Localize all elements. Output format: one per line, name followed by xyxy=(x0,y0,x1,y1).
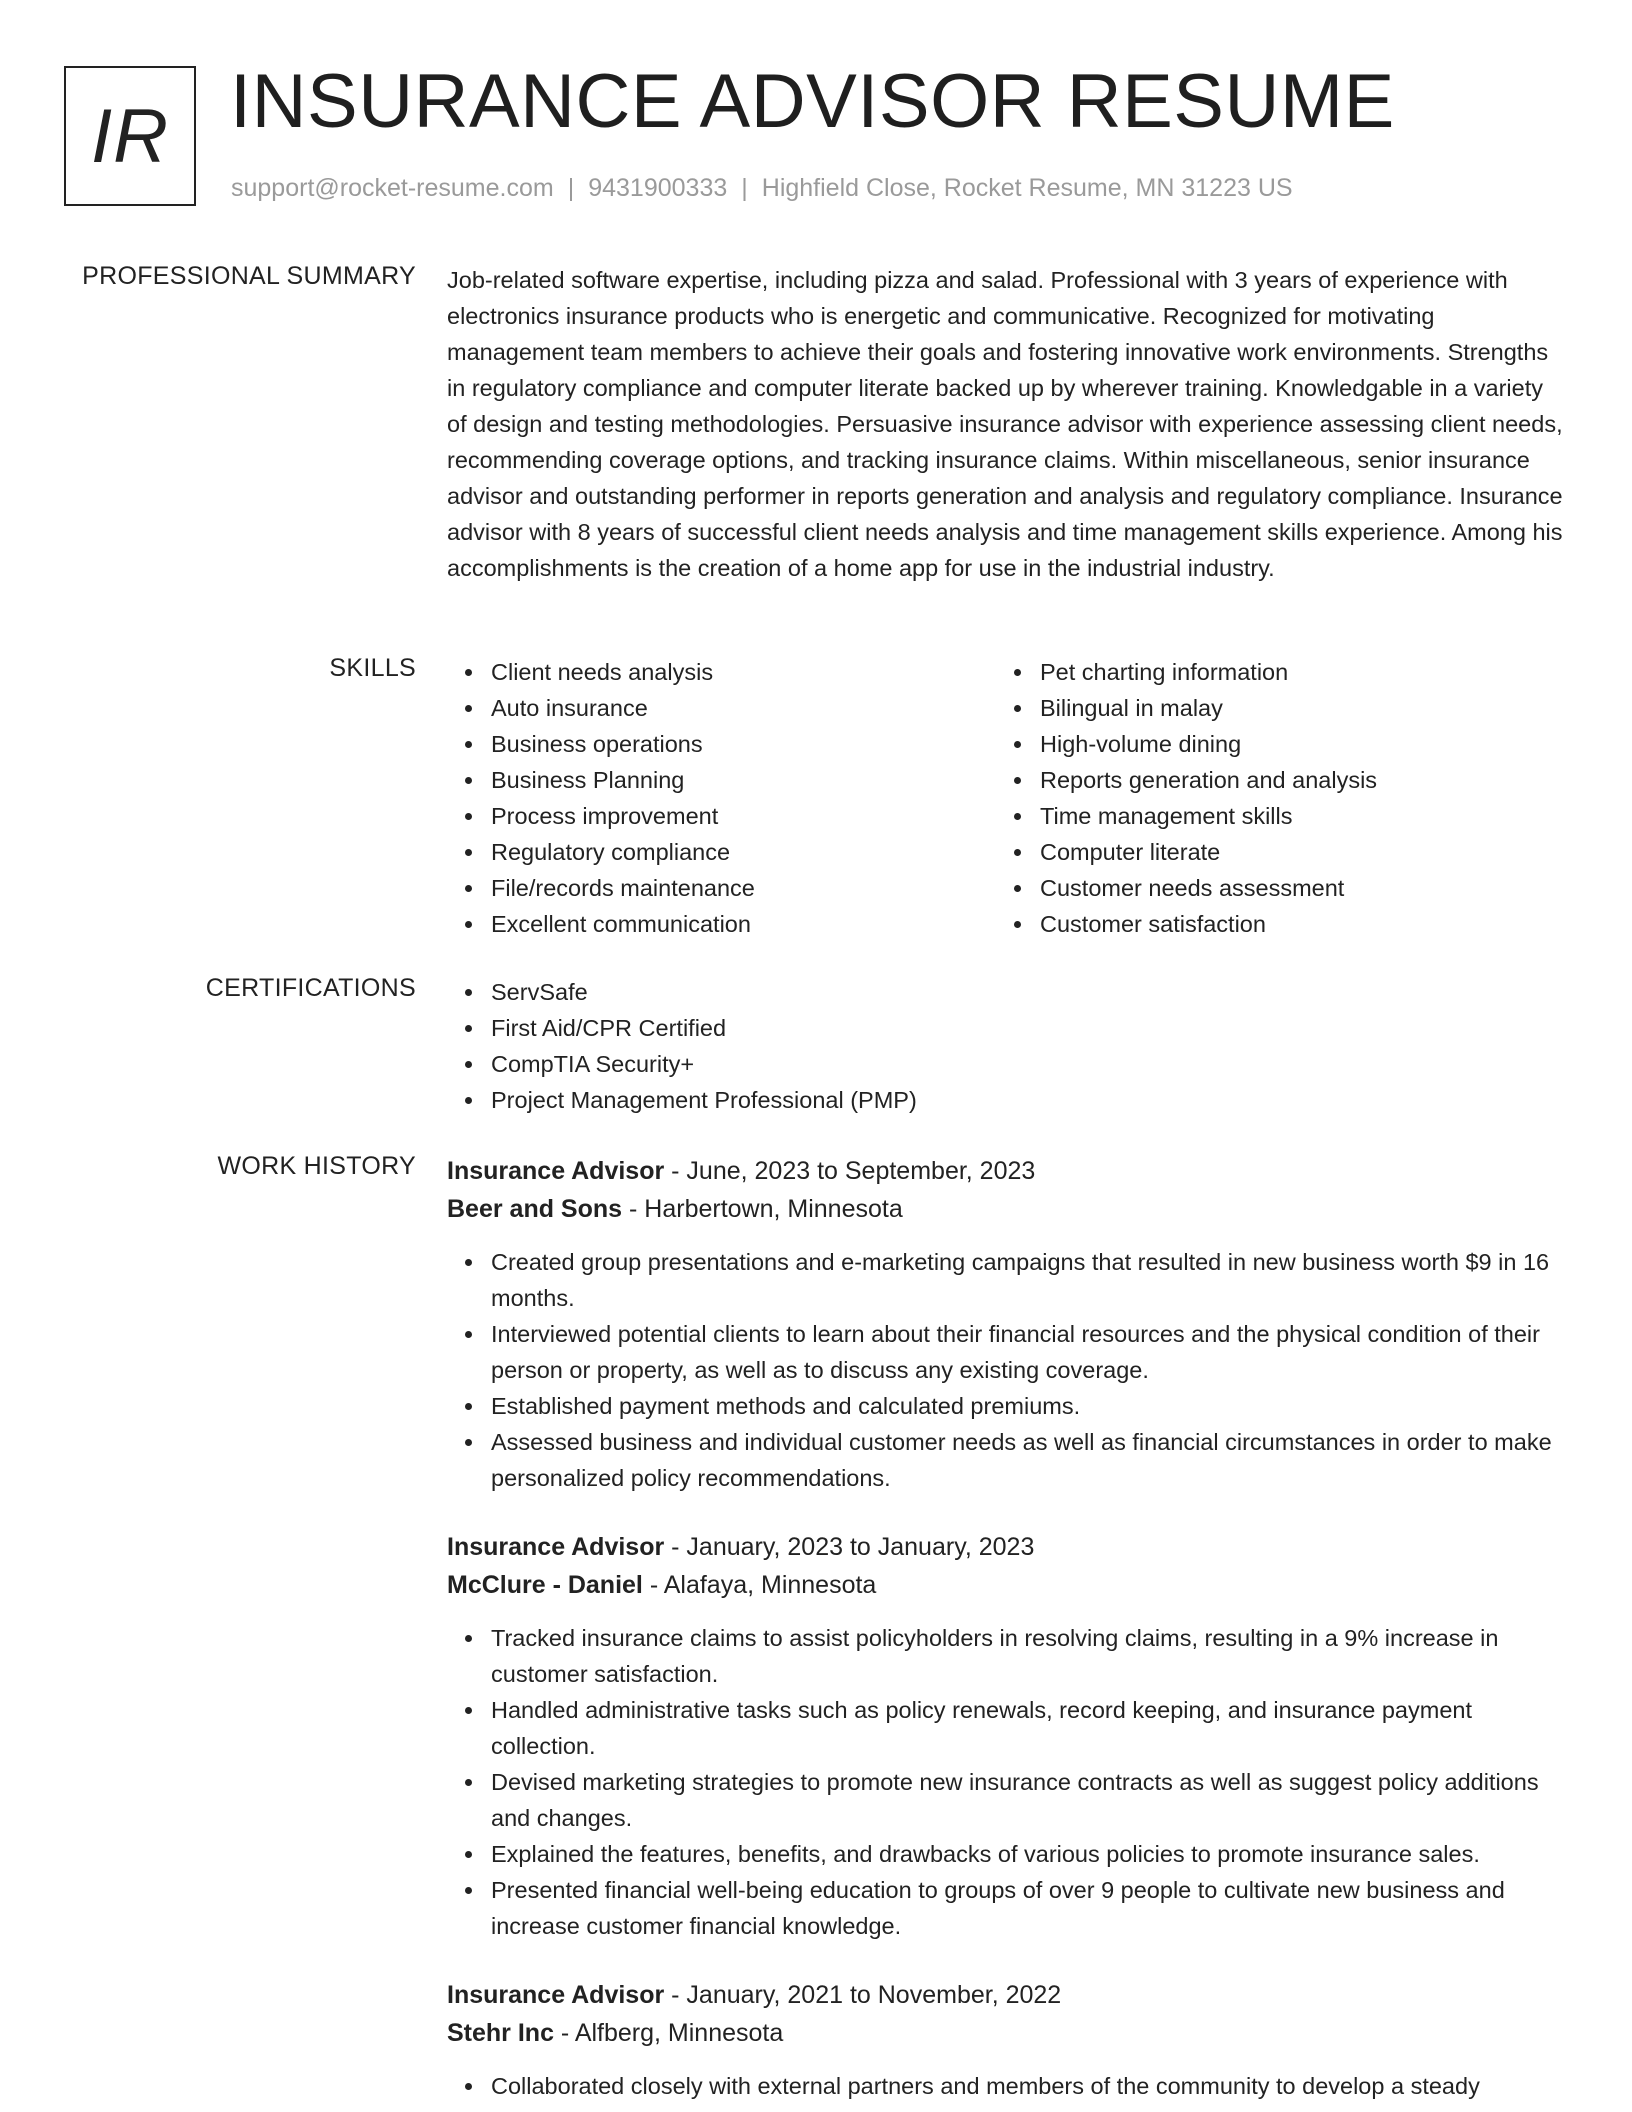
job-bullet: Tracked insurance claims to assist policyholders in resolving claims, resulting in a 9% increase in customer satisfaction. xyxy=(447,1620,1567,1692)
contact-address: Highfield Close, Rocket Resume, MN 31223 US xyxy=(761,174,1293,202)
skill-item: Customer satisfaction xyxy=(996,906,1545,942)
contact-separator: | xyxy=(567,174,575,202)
summary-body xyxy=(447,262,1567,586)
skill-item: Customer needs assessment xyxy=(996,870,1545,906)
job-location: - Harbertown, Minnesota xyxy=(622,1195,903,1223)
job-bullet: Handled administrative tasks such as policy renewals, record keeping, and insurance payment collection. xyxy=(447,1692,1567,1764)
job-bullet: Devised marketing strategies to promote new insurance contracts as well as suggest policy additions and changes. xyxy=(447,1764,1567,1836)
resume-title: INSURANCE ADVISOR RESUME xyxy=(230,59,1395,144)
skill-item: Client needs analysis xyxy=(447,654,996,690)
job-company: McClure - Daniel xyxy=(447,1571,643,1599)
job-company-line xyxy=(447,2014,1567,2052)
skill-item: Excellent communication xyxy=(447,906,996,942)
job-bullets xyxy=(447,1244,1567,1496)
skills-body xyxy=(447,654,1567,942)
job-title-line xyxy=(447,1976,1567,2014)
job-dates: - January, 2021 to November, 2022 xyxy=(664,1981,1062,2009)
contact-separator: | xyxy=(741,174,748,202)
skills-list-left xyxy=(447,654,996,942)
certification-item: First Aid/CPR Certified xyxy=(447,1010,1567,1046)
skill-item: Bilingual in malay xyxy=(996,690,1545,726)
section-label-work-history: WORK HISTORY xyxy=(217,1152,416,1180)
section-label-summary: PROFESSIONAL SUMMARY xyxy=(82,262,416,290)
contact-email: support@rocket-resume.com xyxy=(231,174,554,202)
job-entry xyxy=(447,1528,1567,1944)
job-dates: - June, 2023 to September, 2023 xyxy=(664,1157,1036,1185)
job-location: - Alfberg, Minnesota xyxy=(553,2019,784,2047)
skill-item: Business Planning xyxy=(447,762,996,798)
contact-line xyxy=(231,174,1293,203)
job-dates: - January, 2023 to January, 2023 xyxy=(664,1533,1035,1561)
job-title: Insurance Advisor xyxy=(447,1981,665,2009)
skill-item: High-volume dining xyxy=(996,726,1545,762)
job-company-line xyxy=(447,1190,1567,1228)
job-company: Beer and Sons xyxy=(447,1195,623,1223)
job-bullet: Collaborated closely with external partners and members of the community to develop a steady xyxy=(447,2068,1567,2104)
job-location: - Alafaya, Minnesota xyxy=(642,1571,877,1599)
skill-item: Pet charting information xyxy=(996,654,1545,690)
skill-item: Process improvement xyxy=(447,798,996,834)
monogram-logo: IR xyxy=(64,66,196,206)
job-title: Insurance Advisor xyxy=(447,1533,665,1561)
job-bullet: Presented financial well-being education to groups of over 9 people to cultivate new business and increase customer financial knowledge. xyxy=(447,1872,1567,1944)
section-label-skills: SKILLS xyxy=(329,654,416,682)
skill-item: File/records maintenance xyxy=(447,870,996,906)
skill-item: Auto insurance xyxy=(447,690,996,726)
job-bullet: Established payment methods and calculated premiums. xyxy=(447,1388,1567,1424)
section-label-certifications: CERTIFICATIONS xyxy=(205,974,416,1002)
contact-phone: 9431900333 xyxy=(588,174,728,202)
certifications-body xyxy=(447,974,1567,1118)
job-title-line xyxy=(447,1528,1567,1566)
job-bullet: Interviewed potential clients to learn about their financial resources and the physical condition of their person or property, as well as to discuss any existing coverage. xyxy=(447,1316,1567,1388)
job-bullet: Assessed business and individual customer needs as well as financial circumstances in order to make personalized policy recommendations. xyxy=(447,1424,1567,1496)
work-history-body xyxy=(447,1152,1567,2104)
job-entry xyxy=(447,1152,1567,1496)
job-bullets xyxy=(447,2068,1567,2104)
job-company-line xyxy=(447,1566,1567,1604)
certifications-list xyxy=(447,974,1567,1118)
summary-text: Job-related software expertise, including pizza and salad. Professional with 3 years of experience with electronics insurance products who is energetic and communicative. Recognized for motivating management team members to achieve their goals and fostering innovative work environments. Strengths in regulatory compliance and computer literate backed up by wherever training. Knowledgable in a variety of design and testing methodologies. Persuasive insurance advisor with experience assessing client needs, recommending coverage options, and tracking insurance claims. Within miscellaneous, senior insurance advisor and outstanding performer in reports generation and analysis and regulatory compliance. Insurance advisor with 8 years of successful client needs analysis and time management skills experience. Among his accomplishments is the creation of a home app for use in the industrial industry. xyxy=(447,267,1563,581)
skills-list-right xyxy=(996,654,1545,942)
certification-item: Project Management Professional (PMP) xyxy=(447,1082,1567,1118)
certification-item: CompTIA Security+ xyxy=(447,1046,1567,1082)
skill-item: Regulatory compliance xyxy=(447,834,996,870)
job-company: Stehr Inc xyxy=(447,2019,554,2047)
job-entry xyxy=(447,1976,1567,2104)
certification-item: ServSafe xyxy=(447,974,1567,1010)
job-title: Insurance Advisor xyxy=(447,1157,665,1185)
skill-item: Computer literate xyxy=(996,834,1545,870)
skill-item: Time management skills xyxy=(996,798,1545,834)
job-bullets xyxy=(447,1620,1567,1944)
job-bullet: Created group presentations and e-marketing campaigns that resulted in new business worth $9 in 16 months. xyxy=(447,1244,1567,1316)
skill-item: Business operations xyxy=(447,726,996,762)
job-title-line xyxy=(447,1152,1567,1190)
skill-item: Reports generation and analysis xyxy=(996,762,1545,798)
job-bullet: Explained the features, benefits, and drawbacks of various policies to promote insurance sales. xyxy=(447,1836,1567,1872)
